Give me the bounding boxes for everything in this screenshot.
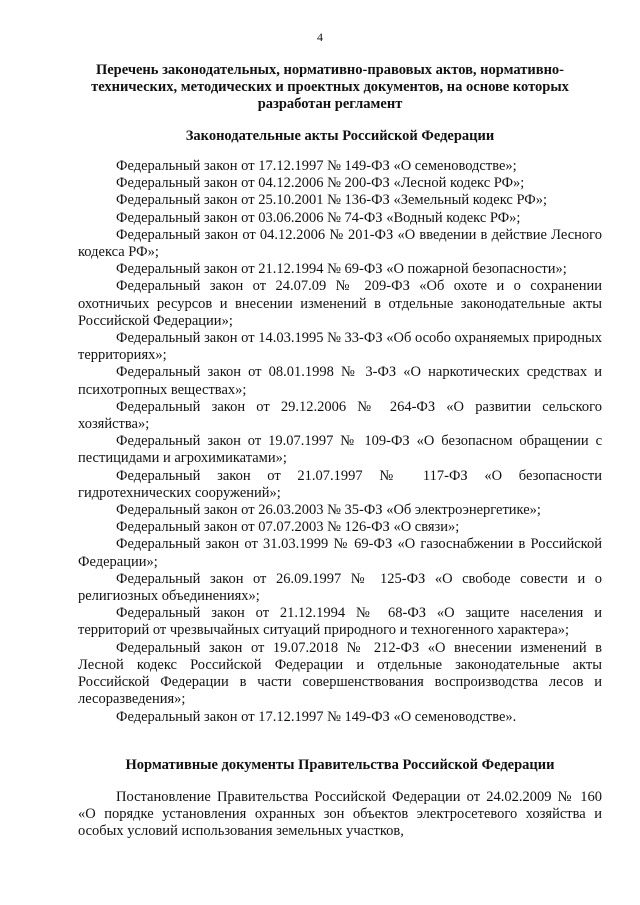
law-item: Федеральный закон от 19.07.1997 № 109-ФЗ «О безопасном обращении с пестицидами и агрохимикатами»;	[78, 433, 602, 467]
section-heading-gov-docs: Нормативные документы Правительства Российской Федерации	[125, 757, 555, 773]
gov-doc-item: Постановление Правительства Российской Федерации от 24.02.2009 № 160 «О порядке установления охранных зон объектов электросетевого хозяйства и особых условий использования земельных участков,	[78, 789, 602, 840]
law-item: Федеральный закон от 17.12.1997 № 149-ФЗ «О семеноводстве»;	[116, 158, 517, 174]
law-item: Федеральный закон от 19.07.2018 № 212-ФЗ «О внесении изменений в Лесной кодекс Российской Федерации и отдельные законодательные акты Российской Федерации в части совершенствования воспроизводства лесов и лесоразведения»;	[78, 639, 602, 708]
law-item: Федеральный закон от 07.07.2003 № 126-ФЗ «О связи»;	[116, 519, 460, 536]
law-item: Федеральный закон от 08.01.1998 № 3-ФЗ «О наркотических средствах и психотропных веществах»;	[78, 364, 602, 398]
law-item: Федеральный закон от 21.12.1994 № 68-ФЗ «О защите населения и территорий от чрезвычайных ситуаций природного и техногенного характера»;	[78, 605, 602, 639]
page-number: 4	[317, 30, 323, 44]
law-item: Федеральный закон от 21.12.1994 № 69-ФЗ «О пожарной безопасности»;	[116, 261, 567, 278]
law-item: Федеральный закон от 25.10.2001 № 136-ФЗ «Земельный кодекс РФ»;	[116, 192, 547, 209]
document-title: Перечень законодательных, нормативно-правовых актов, нормативно-технических, методических и проектных документов, на основе которых разработан регламент	[91, 62, 569, 112]
law-item: Федеральный закон от 31.03.1999 № 69-ФЗ «О газоснабжении в Российской Федерации»;	[78, 536, 602, 570]
section-heading-laws: Законодательные акты Российской Федерации	[185, 128, 495, 144]
law-item: Федеральный закон от 17.12.1997 № 149-ФЗ «О семеноводстве».	[116, 708, 517, 725]
laws-list	[78, 158, 602, 726]
law-item: Федеральный закон от 14.03.1995 № 33-ФЗ «Об особо охраняемых природных территориях»;	[78, 330, 602, 364]
law-item: Федеральный закон от 21.07.1997 № 117-ФЗ «О безопасности гидротехнических сооружений»;	[78, 467, 602, 501]
gov-docs-list	[78, 789, 602, 841]
law-item: Федеральный закон от 26.03.2003 № 35-ФЗ «Об электроэнергетике»;	[116, 502, 541, 519]
law-item: Федеральный закон от 26.09.1997 № 125-ФЗ «О свободе совести и о религиозных объединениях»;	[78, 570, 602, 605]
law-item: Федеральный закон от 03.06.2006 № 74-ФЗ «Водный кодекс РФ»;	[116, 209, 521, 226]
law-item: Федеральный закон от 24.07.09 № 209-ФЗ «Об охоте и о сохранении охотничьих ресурсов и внесении изменений в отдельные законодательные акты Российской Федерации»;	[78, 278, 602, 329]
law-item: Федеральный закон от 04.12.2006 № 201-ФЗ «О введении в действие Лесного кодекса РФ»;	[78, 226, 602, 261]
law-item: Федеральный закон от 29.12.2006 № 264-ФЗ «О развитии сельского хозяйства»;	[78, 398, 602, 433]
law-item: Федеральный закон от 04.12.2006 № 200-ФЗ «Лесной кодекс РФ»;	[116, 175, 525, 192]
